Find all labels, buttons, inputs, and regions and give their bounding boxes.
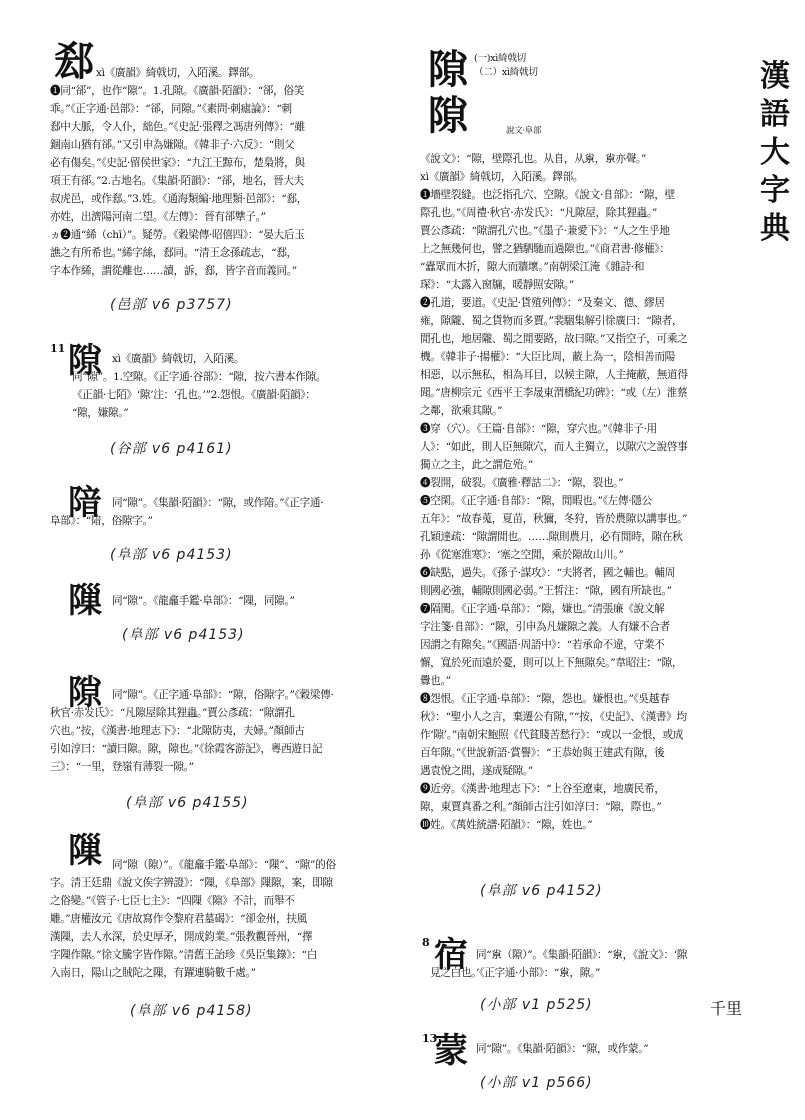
- entry-line: 錮南山猶有郤。”又引申為嫌隙。《韓非子·六反》：“則父: [50, 139, 295, 151]
- entry-line: 孙《從塞淮寒》：‘塞之空閒，乘於隙故山川。”: [420, 549, 624, 561]
- entry-body: [420, 150, 770, 834]
- entry-line: 孔穎達疏：“隙謂閒也。……隙則農月，必有閒時，隙在秋: [420, 531, 683, 543]
- entry-line: 人》：“如此，則人臣無隙穴，而人主獨立，以隙穴之說啓事: [420, 441, 688, 453]
- entry-line: 釁也。”: [420, 675, 451, 687]
- headword: 隌: [68, 483, 100, 523]
- entry-line: 之鄰，欲乘其隙。”: [420, 405, 503, 417]
- entry-pronunciation: 同“隙”。《正字通·阜部》：“隙，俗隙字。”《穀梁傳·: [112, 689, 334, 701]
- entry-line: 隙，東賈真番之利。”顏師古注引如淳曰：“隙，際也。”: [420, 801, 662, 813]
- entry-pronunciation: 同“隙”。《集韻·陌韻》：“隙，或作蒙。”: [476, 1043, 649, 1055]
- reading-line: (一)xì綺戟切: [474, 53, 526, 64]
- entry-line: 琛》：“太露入窗牖，暖靜照安隙。”: [420, 279, 575, 291]
- entry-line: ❹裂開，破裂。《廣雅·釋詁二》：“隙，裂也。”: [420, 477, 624, 489]
- entry-line: 秋官·赤发氏》：“凡隙屋除其狸蟲。”賈公彥疏：“隙謂孔: [50, 707, 295, 719]
- book-title-char: 典: [760, 211, 790, 246]
- entry-body: [50, 82, 307, 280]
- handwritten-note: (小部 v1 p525): [480, 997, 593, 1013]
- handwritten-note: (阜部 v6 p4153): [110, 547, 233, 563]
- entry-line: 機。《韓非子·揚權》：“大臣比周，蔽上為一，陰相善而陽: [420, 351, 675, 363]
- entry-line: 漢隟，去人水深，於史厚矛，開成鈞業。”張教觀晉州，“擇: [50, 931, 313, 943]
- headword: 隙: [68, 673, 100, 713]
- entry-line: 必有傷矣。”《史記·留侯世家》：“九江王黥布，楚梟將，與: [50, 157, 305, 169]
- entry-line: ❸穿（穴）。《王篇·𨸏部》：“隙，穿穴也。”《韓非子·用: [420, 423, 657, 435]
- handwritten-note: (阜部 v6 p4152): [480, 883, 603, 899]
- handwritten-note: (阜部 v6 p4155): [126, 795, 249, 811]
- book-title-char: 字: [760, 173, 790, 208]
- entry-xi-main: [420, 46, 770, 916]
- entry-line: 字本作絺，謂從離也……讀，訴，郄，皆字音而義同。”: [50, 265, 297, 277]
- entry-line: 遇袁悅之間，遂成疑隙。”: [420, 765, 534, 777]
- entry-line: ❻缺點，過失。《孫子·謀攻》：“夫將者，國之輔也。輔周: [420, 567, 675, 579]
- entry-line: “隙，嫌隙。”: [72, 407, 129, 419]
- entry-line: 《正韻·七陌》‘隙’注：‘孔也。’”2.怨恨。《廣韻·陌韻》：: [72, 389, 316, 401]
- entry-line: 穴也。”按，《漢書·地理志下》：“北隙防夷，夫婦。”顏師古: [50, 725, 305, 737]
- entry-body: [50, 512, 153, 530]
- entry-line: 聞。”唐柳宗元《西平王李晟東渭橋紀功碑》：“或（左）淮蔡: [420, 387, 688, 399]
- handwritten-note: (阜部 v6 p4153): [122, 627, 245, 643]
- handwritten-note: (谷部 v6 p4161): [110, 441, 233, 457]
- entry-line: 上之無幾何也，譬之猶駟馳而過隙也。”《商君書·修權》：: [420, 243, 670, 255]
- entry-line: 字隟作隙。”徐文騰字皆作隙。”清舊王詒珍《吳臣集錄》：“白: [50, 949, 318, 961]
- entry-line: ❼隔閡。《正字通·阜部》：“隙，嫌也。”清張廉《說文解: [420, 603, 665, 615]
- entry-line: 百年隙。”《世說新語·賞譽》：“王恭始與王建武有隙，後: [420, 747, 665, 759]
- entry-line: 阜部》：“隌，俗隙字。”: [50, 515, 153, 527]
- headword: 隙: [68, 341, 100, 381]
- entry-xi-3: [50, 482, 395, 572]
- headword: 宿: [434, 935, 466, 975]
- reading-line: （二）xì綺戟切: [474, 67, 538, 78]
- entry-line: 三》：“一里，登嶺有薄裂一隙。”: [50, 761, 194, 773]
- entry-line: 作‘隙’。”南朝宋鮑照《代貧賤苦愁行》：“或以一金恨，或成: [420, 729, 684, 741]
- headword: 郄: [54, 38, 92, 85]
- headword: 隟: [68, 581, 100, 621]
- entry-line: ❷孔道，要道。《史記·貨殖列傳》：“及秦文、德、繆居: [420, 297, 665, 309]
- entry-line: 賈公彥疏：“隙謂孔穴也。”《墨子·兼愛下》：“人之生乎地: [420, 225, 670, 237]
- entry-line: 字。清王廷鼎《說文俟字辨證》：“隟，《阜部》隟隙，案，即隙: [50, 877, 333, 889]
- entry-xi-1: [50, 38, 395, 322]
- entry-pronunciation: xì《廣韻》綺戟切，入陌溪。: [112, 353, 245, 365]
- entry-line: 五年》：“故春蒐，夏苗，秋獮，冬狩，皆於農隙以講事也。”: [420, 513, 688, 525]
- stroke-count: 11: [50, 342, 66, 355]
- entry-line: 《說文》：“隙，壁際孔也。从𨸏，从𡭴，𡭴亦聲。”: [420, 153, 647, 165]
- entry-line: ❿姓。《萬姓統譜·陌韻》：“隙，姓也。”: [420, 819, 593, 831]
- entry-line: xì《廣韻》綺戟切，入陌溪。鐸部。: [420, 171, 584, 183]
- entry-body: [430, 964, 600, 982]
- variant-readings: [474, 52, 538, 80]
- entry-line: 郄中大脈，令人仆，絀色。”《史記·張釋之馮唐列傳》：“雖: [50, 121, 305, 133]
- entry-line: 相惡，以示無私，相為耳目，以候主隙，人主掩蔽，無道得: [420, 369, 688, 381]
- handwritten-scribble: 千里: [710, 999, 743, 1018]
- entry-line: ❽怨恨。《正字通·阜部》：“隙，怨也。嫌恨也。”《吳越春: [420, 693, 670, 705]
- entry-pronunciation: 同“隙”。《集韻·陌韻》：“隙，或作隌。”《正字通·: [112, 497, 324, 509]
- entry-line: “蠹眾而木折，隙大而牆壞。”南朝梁江淹《雜詩·和: [420, 261, 645, 273]
- entry-line: ❾近旁。《漢書·地理志下》：“上谷至遼東，地廣民希，: [420, 783, 665, 795]
- entry-line: 際孔也。”《周禮·秋官·赤发氏》：“凡隙屋，除其狸蟲。”: [420, 207, 658, 219]
- entry-line: 秋》：“聖小人之言，棄遷公有隙，”“按，《史記》、《漢書》均: [420, 711, 687, 723]
- entry-xi-4: [50, 580, 395, 660]
- entry-line: 入南日，陽山之賊陀之隟，有躍連騎數千處。”: [50, 967, 256, 979]
- entry-body: [50, 704, 322, 776]
- entry-line: 譙之有所希也。”絺字絲，郄同。“清王念孫疏志，“郄，: [50, 247, 297, 259]
- entry-line: 則國必強，輔隙則國必弱。”王皙注：“隙，國有所缺也。”: [420, 585, 672, 597]
- entry-line: 雕。”唐權汝元《唐故寫作令黎府君墓碣》：“卻金州，扶風: [50, 913, 307, 925]
- entry-line: 雍，隙隴、蜀之貨物而多賈。”裴駰集解引徐廣曰：“隙者，: [420, 315, 683, 327]
- entry-pronunciation: 同“𡭴（隙）”。《集韻·陌韻》：“𡭴，《說文》：‘隙: [476, 949, 688, 961]
- entry-line: 懈，寬於死而遠於憂，則可以上下無隙矣。”韋昭注：“隙，: [420, 657, 683, 669]
- entry-line: 引如淳曰：“讀曰隙。隙，隙也。”《徐霞客游記》，粵西遊日記: [50, 743, 323, 755]
- entry-line: ❶同“郤”，也作“隙”。1.孔隙。《廣韻·陌韻》：“郤，俗笑: [50, 85, 305, 97]
- entry-line: 叔虎邑，或作郄。”3.姓。《通海類編·地理類·邑部》：“郄，: [50, 193, 308, 205]
- entry-pronunciation: xì《廣韻》綺戟切，入陌溪。鐸部。: [96, 67, 260, 79]
- entry-line: 見之白也。’《正字通·小部》：“𡭴，隙。”: [430, 967, 601, 979]
- seal-source: 說文·阜部: [506, 126, 542, 136]
- entry-line: 項王有郤。”2.古地名。《集韻·陌韻》：“郤，地名，晉大夫: [50, 175, 304, 187]
- handwritten-note: (邑部 v6 p3757): [110, 297, 233, 313]
- entry-line: 因謂之有隙矣。”《國語·周語中》：“若承命不違，守業不: [420, 639, 665, 651]
- stroke-count: 8: [422, 936, 430, 949]
- book-title-char: 語: [760, 97, 790, 132]
- headword: 隙: [428, 46, 466, 93]
- entry-line: 字注箋·𨸏部》：“隙，引申為凡嫌隙之義。人有嫌不合者: [420, 621, 670, 633]
- entry-xi-last: [420, 1030, 770, 1110]
- entry-line: 亦姓，出濟陽河南二望。《左傳》：晉有郤犨子。”: [50, 211, 266, 223]
- entry-body: [50, 874, 333, 982]
- entry-line: 獨立之主，此之謂危殆。”: [420, 459, 534, 471]
- entry-line: ❺空閑。《正字通·𨸏部》：“隙，閒暇也。”《左傳·隱公: [420, 495, 652, 507]
- book-title-char: 大: [760, 135, 790, 170]
- handwritten-note: (小部 v1 p566): [480, 1075, 593, 1091]
- headword: 隟: [68, 831, 100, 871]
- book-title-char: 漢: [760, 59, 790, 94]
- entry-line: 之俗變。”《管子·七臣七主》：“四隟《隙》不計，而舉不: [50, 895, 295, 907]
- entry-line: 同“隙”。1.空隙。《正字通·谷部》：“隙，按六書本作隙。: [72, 371, 327, 383]
- entry-line: 乖。”《正字通·邑部》：“郤，同隙。”《素問·刺瘧論》：“刺: [50, 103, 292, 115]
- headword-seal: 隙: [428, 92, 466, 139]
- stroke-count: 13: [422, 1032, 438, 1045]
- entry-xi-2: [50, 338, 395, 468]
- entry-xi-5: [50, 672, 395, 822]
- entry-xi-6: [50, 830, 395, 1050]
- headword: 蒙: [434, 1031, 466, 1071]
- entry-pronunciation: 同“隙”。《龍龕手鑑·阜部》：“隟，同隙。”: [112, 595, 295, 607]
- handwritten-note: (阜部 v6 p4158): [130, 1003, 253, 1019]
- entry-xi-small: [420, 932, 770, 1022]
- entry-line: ヵ❷通“絺（chī）”。疑勞。《穀梁傳·昭僖四》：“晏大后玉: [50, 229, 305, 241]
- entry-line: 閒孔也，地居隴、蜀之閒要路，故曰隙。”又指空子，可乘之: [420, 333, 688, 345]
- entry-pronunciation: 同“隙（隙）”。《龍龕手鑑·阜部》：“隟”、“隙”的俗: [112, 859, 336, 871]
- entry-line: ❶墻壁裂縫。也泛指孔穴、空隙。《說文·𨸏部》：“隙，壁: [420, 189, 675, 201]
- entry-body: [72, 368, 326, 422]
